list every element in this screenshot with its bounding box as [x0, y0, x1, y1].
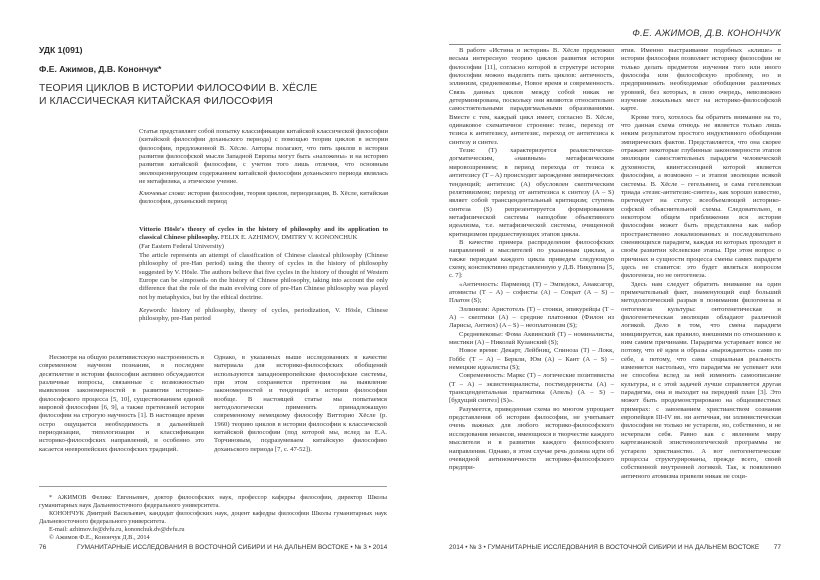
- body-column-1: [39, 354, 204, 454]
- abstract-english-heading: [139, 226, 388, 251]
- keywords-ru-text: история философии, теория циклов, периодизация, В. Хёсле, китайская философия, доханьский период: [139, 190, 388, 206]
- body-paragraph: В качестве примера распределения философских направлений и мыслителей по указанным циклам, а также периодам каждого цикла приведем следующую схему, конспективно представленную у Д.В. Никулина [5, с. 7]:: [449, 238, 614, 280]
- footnote-copyright: © Ажимов Ф.Е., Конончук Д.В., 2014: [49, 534, 150, 541]
- article-title: [39, 82, 317, 108]
- article-authors: Ф.Е. Ажимов, Д.В. Конончук*: [39, 64, 162, 74]
- footnotes: [39, 494, 387, 542]
- title-line-1: ТЕОРИЯ ЦИКЛОВ В ИСТОРИИ ФИЛОСОФИИ В. ХЁСЛЕ: [39, 83, 318, 94]
- keywords-en-label: Keywords:: [139, 307, 168, 314]
- header-divider: [449, 44, 781, 45]
- scheme-modern-times: Новое время: Декарт, Лейбниц, Спиноза (T) – Локк, Гоббс (T – A) – Беркли, Юм (A) – Кант (A – S) – немецкие идеалисты (S);: [449, 347, 614, 372]
- footnote-azhimov: * АЖИМОВ Феликс Евгеньевич, доктор философских наук, профессор кафедры философии, директор Школы гуманитарных наук Дальневосточного федерального университета.: [39, 494, 387, 509]
- body-paragraph: Здесь нам следует обратить внимание на один примечательный факт, знаменующий ещё больший методологический разрыв в понимании филогенеза и онтогенеза культуры: онтогенетическая и филогенетическая эволюции обладают различной логикой. Дело в том, что смена парадигм инициируется, как правило, внешними по отношению к ним самим причинами. Парадигма устаревает вовсе не потому, что её идеи и образы «вырождаются» сами по себе, а потому, что сама социальная реальность изменяется настолько, что парадигма не успевает или не способна вслед за ней изменить самоописание культуры, и с этой задачей лучше справляется другая парадигма, она и выходит на передний план [3]. Это может быть продемонстрировано на общеизвестных примерах: с завоеванием христианством сознания европейцев III-IV вв. ни античная, ни эллинистическая философия не только не устарели, но, собственно, и не исчерпали себя. Равно как с явлением миру картезианской эпистемологической программы не устарело христианство. А вот онтогенетические процессы структурированы, прежде всего, своей собственной внутренней логикой. Так, к появлению античного атомизма привели никак не соци-: [621, 280, 781, 480]
- running-head: Ф.Е. АЖИМОВ, Д.В. КОНОНЧУК: [632, 28, 781, 39]
- abstract-en-text: The article represents an attempt of classification of Chinese classical philosophy (Chinese philosophy of pre-Han period) using the theory of cycles in the history of philosophy suggested by V. Hösle. The authors believe that five cycles in the history of thought of Western Europe can be «imposed» on the history of Chinese philosophy, taking into account the only difference that the role of the main evolving core of pre-Han Chinese philosophy was played not by metaphysics, but by the ethical doctrine.: [139, 252, 388, 301]
- body-paragraph: ятия. Именно выстраивание подобных «клише» в истории философии позволяет историку философии не только делать предметом изучения того или иного философа или философскую проблему, но и предпринимать необходимые обобщения различных уровней, без которых, в свою очередь, невозможно изучение локальных мест на историко-философской карте.: [621, 47, 781, 113]
- scheme-antiquity: «Античность: Парменид (T) – Эмпедокл, Анаксагор, атомисты (T – A) – софисты (A) – Сократ (A – S) – Платон (S);: [449, 280, 614, 305]
- scheme-middle-ages: Средневековье: Фома Аквинский (T) – номиналисты, мистики (A) – Николай Кузанский (S);: [449, 330, 614, 347]
- scheme-hellenism: Эллинизм: Аристотель (T) – стоики, эпикурейцы (T – A) – скептики (A) – средние платоники (Филон из Ларисы, Антиох) (A – S) – неоплатонизм (S);: [449, 305, 614, 330]
- page-number: 77: [773, 544, 781, 551]
- keywords-ru-label: Ключевые слова:: [139, 190, 186, 197]
- abstract-en-authors: FELIX E. AZHIMOV, DMITRY V. KONONCHUK: [219, 234, 358, 242]
- keywords-en-text: history of philosophy, theory of cycles, periodization, V. Hösle, Chinese philosophy, pre-Han period: [139, 307, 388, 323]
- journal-name: ГУМАНИТАРНЫЕ ИССЛЕДОВАНИЯ В ВОСТОЧНОЙ СИБИРИ И НА ДАЛЬНЕМ ВОСТОКЕ • № 3 • 2014: [77, 544, 388, 551]
- abstract-en-affiliation: (Far Eastern Federal University): [139, 242, 224, 250]
- body-paragraph: В работе «Истина и история» В. Хёсле предложил весьма интересную теорию циклов развития истории философии [11], согласно которой в структуре истории философии можно выделить пять циклов: античность, эллинизм, средневековье, Новое время и современность. Связь данных циклов между собой никак не детерминирована, поскольку они являются относительно самостоятельными парадигмальными образованиями. Вместе с тем, каждый цикл имеет, согласно В. Хёсле, одинаковое схематичное строение: тезис, переход от тезиса к антитезису, антитезис, переход от антитезиса к синтезу и синтез.: [449, 47, 614, 146]
- body-paragraph: Несмотря на общую релятивистскую настроенность в современном научном познании, в последнее десятилетие в истории философии активно обсуждаются различные вопросы, связанные с возможностью выявления закономерностей в развитии историко-философского процесса [5, 10], существованием единой мировой философии [6, 9], а также претензией истории философии на строгую научность [1]. В настоящее время остро ощущается необходимость в дальнейшей периодизации, типологизации и классификации историко-философских направлений, и особенно это касается неевропейских философских традиций.: [39, 354, 204, 453]
- scheme-contemporary: Современность: Маркс (T) – логические позитивисты (T – A) – экзистенциалисты, постмодернисты (A) – трансцендентальная прагматика (Апель) (A – S) – [будущий синтез] (S)».: [449, 372, 614, 405]
- title-line-2: И КЛАССИЧЕСКАЯ КИТАЙСКАЯ ФИЛОСОФИЯ: [39, 96, 273, 107]
- right-page: [410, 0, 820, 580]
- footnote-kononchuk: КОНОНЧУК Дмитрий Васильевич, кандидат философских наук, доцент кафедры философии Школы гуманитарных наук Дальневосточного федерального университета.: [39, 510, 387, 525]
- keywords-english: [139, 307, 388, 324]
- body-paragraph: Однако, в указанных выше исследованиях в качестве материала для историко-философских обобщений используются западноевропейские философские системы, при этом сохраняется претензия на выявление закономерностей и тенденций в истории философии вообще. В настоящей статье мы попытаемся методологически применить принадлежащую современному немецкому философу Витторио Хёсле (р. 1960) теорию циклов в истории философии к классической китайской философии (под которой мы, вслед за Е.А. Торчиновым, подразумеваем китайскую философию доханьского периода [7, с. 47-52]).: [214, 354, 387, 453]
- abstract-ru-text: Статья представляет собой попытку классификации китайской классической философии (китайской философии доханьского периода) с помощью теории циклов в истории философии, предложенной В. Хёсле. Авторы полагают, что пять циклов в истории развития философской мысли Западной Европы могут быть «наложены» и на историю развития китайской философии, с учетом того лишь отличия, что основным эволюционирующим содержанием китайской философии доханьского периода являлась не метафизика, а этическое учение.: [139, 128, 388, 186]
- abstract-russian: [139, 128, 388, 186]
- body-paragraph: Кроме того, хотелось бы обратить внимание на то, что данная схема отнюдь не является только лишь неким результатом простого индуктивного обобщения эмпирических фактов. Представляется, что она скорее отражает некоторые глубинные закономерности этапов эволюции самостоятельных парадигм человеческой духовности, квинтэссенцией которой является философия, а возможно – и этапов эволюции всякой системы. В. Хёсле – гегельянец, и сама гегелевская триада «тезис-антитезис-синтез», как хорошо известно, претендует на статус всеобъемлющей историко-софской объяснительной схемы. Следовательно, в некотором общем приближении вся история философии может быть представлена как набор пространственно локализованных и последовательно сменяющихся парадигм, каждая из которых проходит в своём развитии хёслевские этапы. При этом вопрос о причинах и сущности процесса смены самих парадигм здесь не ставится: это будет являться вопросом филогенеза, но не онтогенеза.: [621, 113, 781, 280]
- body-column-1: [449, 47, 614, 473]
- body-column-2: [214, 354, 387, 454]
- journal-name: 2014 • № 3 • ГУМАНИТАРНЫЕ ИССЛЕДОВАНИЯ В ВОСТОЧНОЙ СИБИРИ И НА ДАЛЬНЕМ ВОСТОКЕ: [449, 544, 760, 551]
- keywords-russian: [139, 190, 388, 207]
- abstract-en-title: Vittorio Hösle's theory of cycles in the history of philosophy and its application to classical Chinese philosophy.: [139, 226, 388, 242]
- body-paragraph: Тезис (T) характеризуется реалистически-догматическим, «наивным» метафизическим мировоззрением; в период перехода от тезиса к антитезису (T – A) происходит зарождение эмпирических тенденций; антитезис (A) обусловлен скептическим релятивизмом; переход от антитезиса к синтезу (A – S) являет собой трансцендентальный критицизм; ступень синтеза (S) репрезентируется формированием метафизической системы наподобие объективного идеализма, т.е. метафизической системы, очищенной критицизмом предшествующих этапов цикла.: [449, 147, 614, 238]
- body-paragraph: Разумеется, приведенная схема во многом упрощает представления об истории философии, не учитывает очень важных для любого историко-философского исследования нюансов, имеющихся в творчестве каждого мыслителя и в развитии каждого философского направления. Однако, в этом случае речь должна идти об очевидной антиномичности историко-философского предпри-: [449, 405, 614, 472]
- abstract-english: [139, 252, 388, 302]
- footnote-divider: [39, 486, 387, 487]
- footnote-email: E-mail: azhimov.fe@dvfu.ru, kononchuk.dv@dvfu.ru: [49, 526, 185, 533]
- body-column-2: [621, 47, 781, 481]
- udk-code: УДК 1(091): [39, 45, 83, 55]
- page-number: 76: [39, 544, 47, 551]
